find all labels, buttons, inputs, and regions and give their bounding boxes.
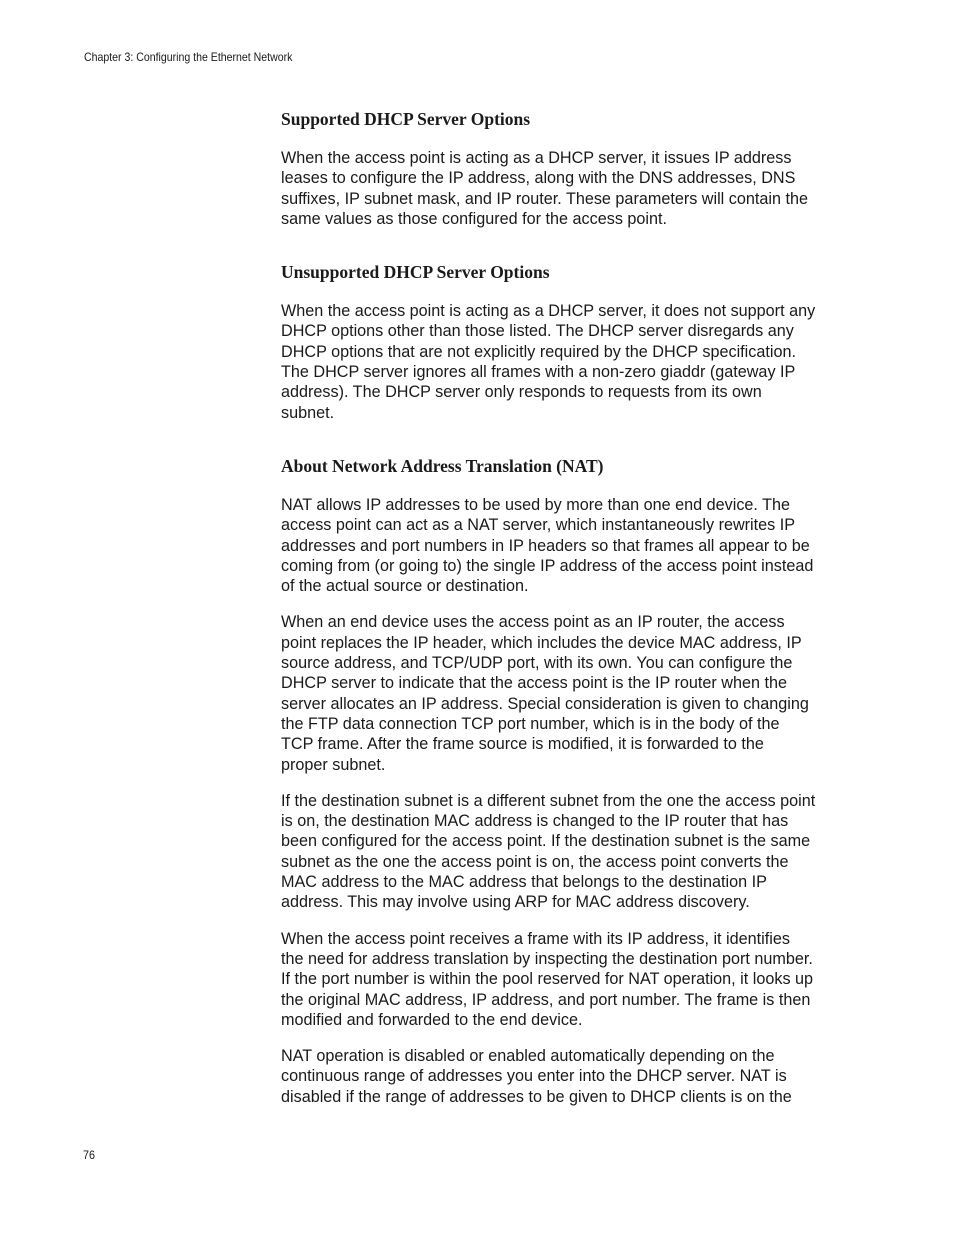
text-line: is on, the destination MAC address is changed to the IP router that has [281,812,789,831]
page-content [281,108,843,1123]
text-line: of the actual source or destination. [281,577,529,596]
text-line: been configured for the access point. If the destination subnet is the same [281,832,811,851]
text-line: disabled if the range of addresses to be given to DHCP clients is on the [281,1087,792,1106]
text-line: suffixes, IP subnet mask, and IP router. These parameters will contain the [281,189,808,208]
text-line: MAC address to the MAC address that belongs to the destination IP [281,873,767,892]
text-line: If the port number is within the pool reserved for NAT operation, it looks up [281,970,814,989]
text-line: When the access point is acting as a DHCP server, it does not support any [281,302,816,321]
text-line: server allocates an IP address. Special consideration is given to changing [281,694,809,713]
text-line: addresses and port numbers in IP headers so that frames all appear to be [281,536,810,555]
section-supported-dhcp-options [281,108,843,229]
text-line: subnet. [281,403,335,422]
paragraph [281,612,843,774]
text-line: If the destination subnet is a different subnet from the one the access point [281,791,816,810]
paragraph [281,791,843,913]
text-line: The DHCP server ignores all frames with a non-zero giaddr (gateway IP [281,363,796,382]
text-line: access point can act as a NAT server, which instantaneously rewrites IP [281,516,796,535]
text-line: address). The DHCP server only responds to requests from its own [281,383,762,402]
page-number: 76 [83,1148,96,1162]
text-line: modified and forwarded to the end device. [281,1010,583,1029]
paragraph [281,148,843,229]
text-line: proper subnet. [281,755,386,774]
text-line: leases to configure the IP address, along with the DNS addresses, DNS [281,169,796,188]
text-line: DHCP server to indicate that the access point is the IP router when the [281,674,787,693]
paragraph [281,495,843,596]
text-line: NAT operation is disabled or enabled automatically depending on the [281,1047,775,1066]
text-line: coming from (or going to) the single IP address of the access point instead [281,556,814,575]
text-line: TCP frame. After the frame source is modified, it is forwarded to the [281,735,764,754]
section-heading: Supported DHCP Server Options [281,109,531,129]
running-header: Chapter 3: Configuring the Ethernet Network [84,50,293,64]
text-line: the FTP data connection TCP port number, which is in the body of the [281,714,780,733]
section-heading: Unsupported DHCP Server Options [281,262,550,283]
section-heading: About Network Address Translation (NAT) [281,455,604,476]
text-line: When the access point is acting as a DHCP server, it issues IP address [281,149,792,167]
text-line: continuous range of addresses you enter into the DHCP server. NAT is [281,1067,787,1086]
text-line: When the access point receives a frame with its IP address, it identifies [281,929,790,948]
text-line: When an end device uses the access point as an IP router, the access [281,613,785,632]
text-line: the original MAC address, IP address, and port number. The frame is then [281,990,811,1009]
paragraph [281,1046,843,1107]
section-unsupported-dhcp-options [281,261,843,423]
text-line: subnet as the one the access point is on, the access point converts the [281,852,789,871]
text-line: same values as those configured for the access point. [281,209,668,228]
text-line: DHCP options that are not explicitly required by the DHCP specification. [281,342,796,361]
text-line: DHCP options other than those listed. The DHCP server disregards any [281,322,794,341]
text-line: NAT allows IP addresses to be used by more than one end device. The [281,495,791,514]
paragraph [281,929,843,1030]
text-line: address. This may involve using ARP for MAC address discovery. [281,893,750,912]
text-line: the need for address translation by inspecting the destination port number. [281,949,813,968]
section-about-nat [281,455,843,1107]
text-line: point replaces the IP header, which includes the device MAC address, IP [281,633,802,652]
text-line: source address, and TCP/UDP port, with its own. You can configure the [281,654,793,673]
paragraph [281,301,843,423]
